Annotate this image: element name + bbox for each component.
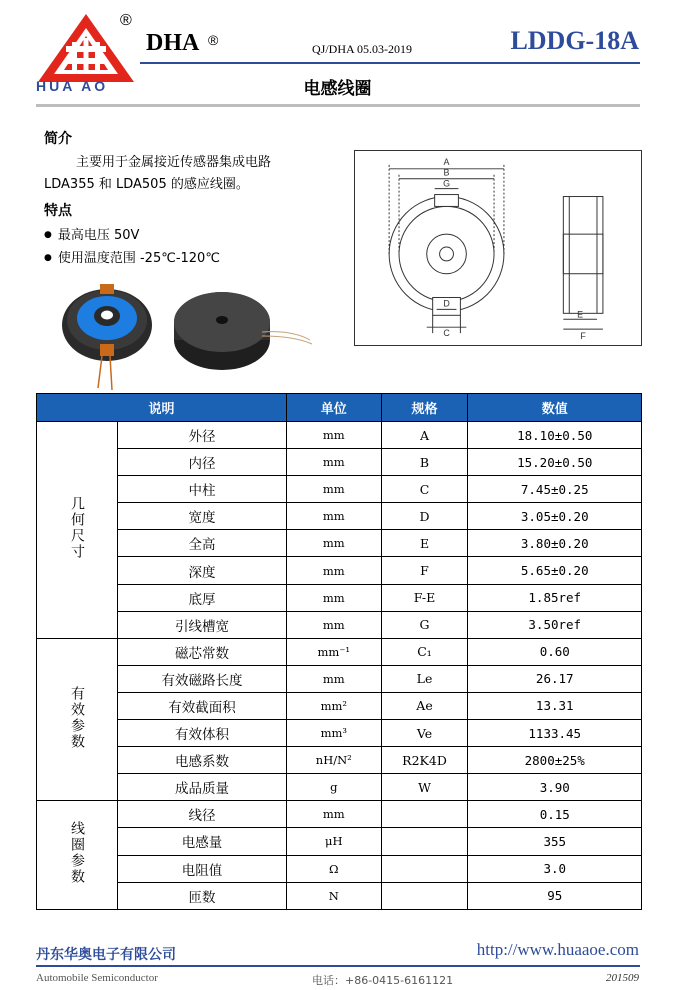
footer-divider — [36, 965, 640, 967]
param-spec: E — [381, 530, 468, 557]
header-description: 说明 — [37, 394, 287, 422]
group-label — [37, 801, 118, 909]
param-value: 3.05±0.20 — [468, 503, 642, 530]
param-unit: mm — [287, 557, 382, 584]
param-spec: C₁ — [381, 638, 468, 665]
param-value: 3.50ref — [468, 611, 642, 638]
param-name: 有效磁路长度 — [118, 665, 287, 692]
dim-label-d: D — [443, 298, 450, 309]
param-unit: mm — [287, 503, 382, 530]
logo-registered-mark: ® — [120, 12, 132, 29]
param-value: 15.20±0.50 — [468, 449, 642, 476]
param-value: 3.90 — [468, 774, 642, 801]
dim-label-b: B — [443, 167, 450, 178]
param-unit: mm — [287, 476, 382, 503]
table-body — [37, 422, 642, 910]
param-name: 电感量 — [118, 828, 287, 855]
param-value: 26.17 — [468, 665, 642, 692]
header-value: 数值 — [468, 394, 642, 422]
param-name: 电感系数 — [118, 747, 287, 774]
param-spec: W — [381, 774, 468, 801]
group-label-text: 线圈参数 — [69, 821, 85, 885]
table-row — [37, 692, 642, 719]
param-spec: C — [381, 476, 468, 503]
footer-telephone: 电话：+86-0415-6161121 — [312, 974, 454, 987]
summary-line-1: 主要用于金属接近传感器集成电路 — [76, 155, 272, 170]
footer-subtitle: Automobile Semiconductor — [36, 972, 158, 984]
summary-line-2: LDA355 和 LDA505 的感应线圈。 — [44, 177, 249, 192]
param-name: 底厚 — [118, 584, 287, 611]
features-heading: 特点 — [44, 203, 72, 219]
table-row — [37, 503, 642, 530]
param-spec: Ae — [381, 692, 468, 719]
intro-section — [44, 128, 334, 270]
table-header-row — [37, 394, 642, 422]
table-row — [37, 720, 642, 747]
param-name: 有效截面积 — [118, 692, 287, 719]
param-value: 3.0 — [468, 855, 642, 882]
param-unit: Ω — [287, 855, 382, 882]
param-unit: mm³ — [287, 720, 382, 747]
summary-text — [44, 152, 334, 196]
table-row — [37, 882, 642, 909]
group-label-text: 几何尺寸 — [69, 495, 85, 560]
param-name: 有效体积 — [118, 720, 287, 747]
document-title: 电感线圈 — [303, 79, 372, 99]
footer-company: 丹东华奥电子有限公司 — [36, 947, 176, 963]
feature-item: ● 使用温度范围 -25℃-120℃ — [44, 247, 334, 270]
param-name: 外径 — [118, 422, 287, 449]
param-unit: mm — [287, 665, 382, 692]
param-unit: mm — [287, 611, 382, 638]
param-unit: mm — [287, 801, 382, 828]
param-name: 匝数 — [118, 882, 287, 909]
param-name: 中柱 — [118, 476, 287, 503]
feature-item: ● 最高电压 50V — [44, 224, 334, 247]
logo-subtext: HUA AO — [36, 78, 109, 94]
param-name: 深度 — [118, 557, 287, 584]
param-unit: mm — [287, 449, 382, 476]
summary-heading: 简介 — [44, 131, 72, 147]
dim-label-a: A — [443, 156, 450, 167]
param-name: 全高 — [118, 530, 287, 557]
table-row — [37, 449, 642, 476]
header-divider — [140, 62, 640, 64]
param-name: 内径 — [118, 449, 287, 476]
param-value: 355 — [468, 828, 642, 855]
param-spec — [381, 828, 468, 855]
param-value: 1.85ref — [468, 584, 642, 611]
table-row — [37, 584, 642, 611]
param-name: 磁芯常数 — [118, 638, 287, 665]
param-value: 2800±25% — [468, 747, 642, 774]
group-label — [37, 422, 118, 639]
param-unit: N — [287, 882, 382, 909]
standard-number: QJ/DHA 05.03-2019 — [312, 42, 413, 56]
product-photo — [62, 270, 342, 400]
param-name: 成品质量 — [118, 774, 287, 801]
param-spec — [381, 855, 468, 882]
param-unit: g — [287, 774, 382, 801]
title-divider — [36, 104, 640, 107]
dim-label-f: F — [580, 331, 586, 342]
param-value: 0.15 — [468, 801, 642, 828]
dim-label-g: G — [443, 178, 450, 189]
param-value: 0.60 — [468, 638, 642, 665]
param-name: 线径 — [118, 801, 287, 828]
param-spec: R2K4D — [381, 747, 468, 774]
table-row — [37, 611, 642, 638]
footer-url[interactable]: http://www.huaaoe.com — [476, 940, 639, 959]
param-unit: mm⁻¹ — [287, 638, 382, 665]
table-row — [37, 747, 642, 774]
param-value: 13.31 — [468, 692, 642, 719]
group-label-text: 有效参数 — [69, 685, 85, 750]
param-value: 1133.45 — [468, 720, 642, 747]
param-spec: Le — [381, 665, 468, 692]
param-unit: μH — [287, 828, 382, 855]
features-list — [44, 224, 334, 270]
table-row — [37, 638, 642, 665]
param-spec: F-E — [381, 584, 468, 611]
param-unit: mm — [287, 584, 382, 611]
param-spec: B — [381, 449, 468, 476]
table-row — [37, 422, 642, 449]
dim-label-e: E — [577, 309, 584, 320]
param-spec — [381, 801, 468, 828]
param-value: 5.65±0.20 — [468, 557, 642, 584]
param-spec: A — [381, 422, 468, 449]
param-unit: mm² — [287, 692, 382, 719]
param-value: 18.10±0.50 — [468, 422, 642, 449]
param-unit: mm — [287, 422, 382, 449]
param-unit: nH/N² — [287, 747, 382, 774]
table-row — [37, 557, 642, 584]
header-spec: 规格 — [381, 394, 468, 422]
table-row — [37, 828, 642, 855]
param-spec — [381, 882, 468, 909]
header-unit: 单位 — [287, 394, 382, 422]
table-row — [37, 665, 642, 692]
param-unit: mm — [287, 530, 382, 557]
param-name: 引线槽宽 — [118, 611, 287, 638]
dim-label-c: C — [443, 328, 450, 339]
technical-drawing — [354, 150, 642, 346]
spec-table — [36, 393, 642, 910]
group-label — [37, 638, 118, 801]
param-spec: F — [381, 557, 468, 584]
brand-registered-mark: ® — [208, 32, 219, 48]
table-row — [37, 476, 642, 503]
param-value: 95 — [468, 882, 642, 909]
param-value: 3.80±0.20 — [468, 530, 642, 557]
param-name: 电阻值 — [118, 855, 287, 882]
brand-name: DHA — [146, 30, 200, 56]
param-spec: G — [381, 611, 468, 638]
param-spec: Ve — [381, 720, 468, 747]
footer-date: 201509 — [606, 972, 639, 984]
table-row — [37, 855, 642, 882]
param-value: 7.45±0.25 — [468, 476, 642, 503]
table-row — [37, 774, 642, 801]
param-name: 宽度 — [118, 503, 287, 530]
model-number: LDDG-18A — [510, 26, 639, 55]
table-row — [37, 801, 642, 828]
table-row — [37, 530, 642, 557]
param-spec: D — [381, 503, 468, 530]
